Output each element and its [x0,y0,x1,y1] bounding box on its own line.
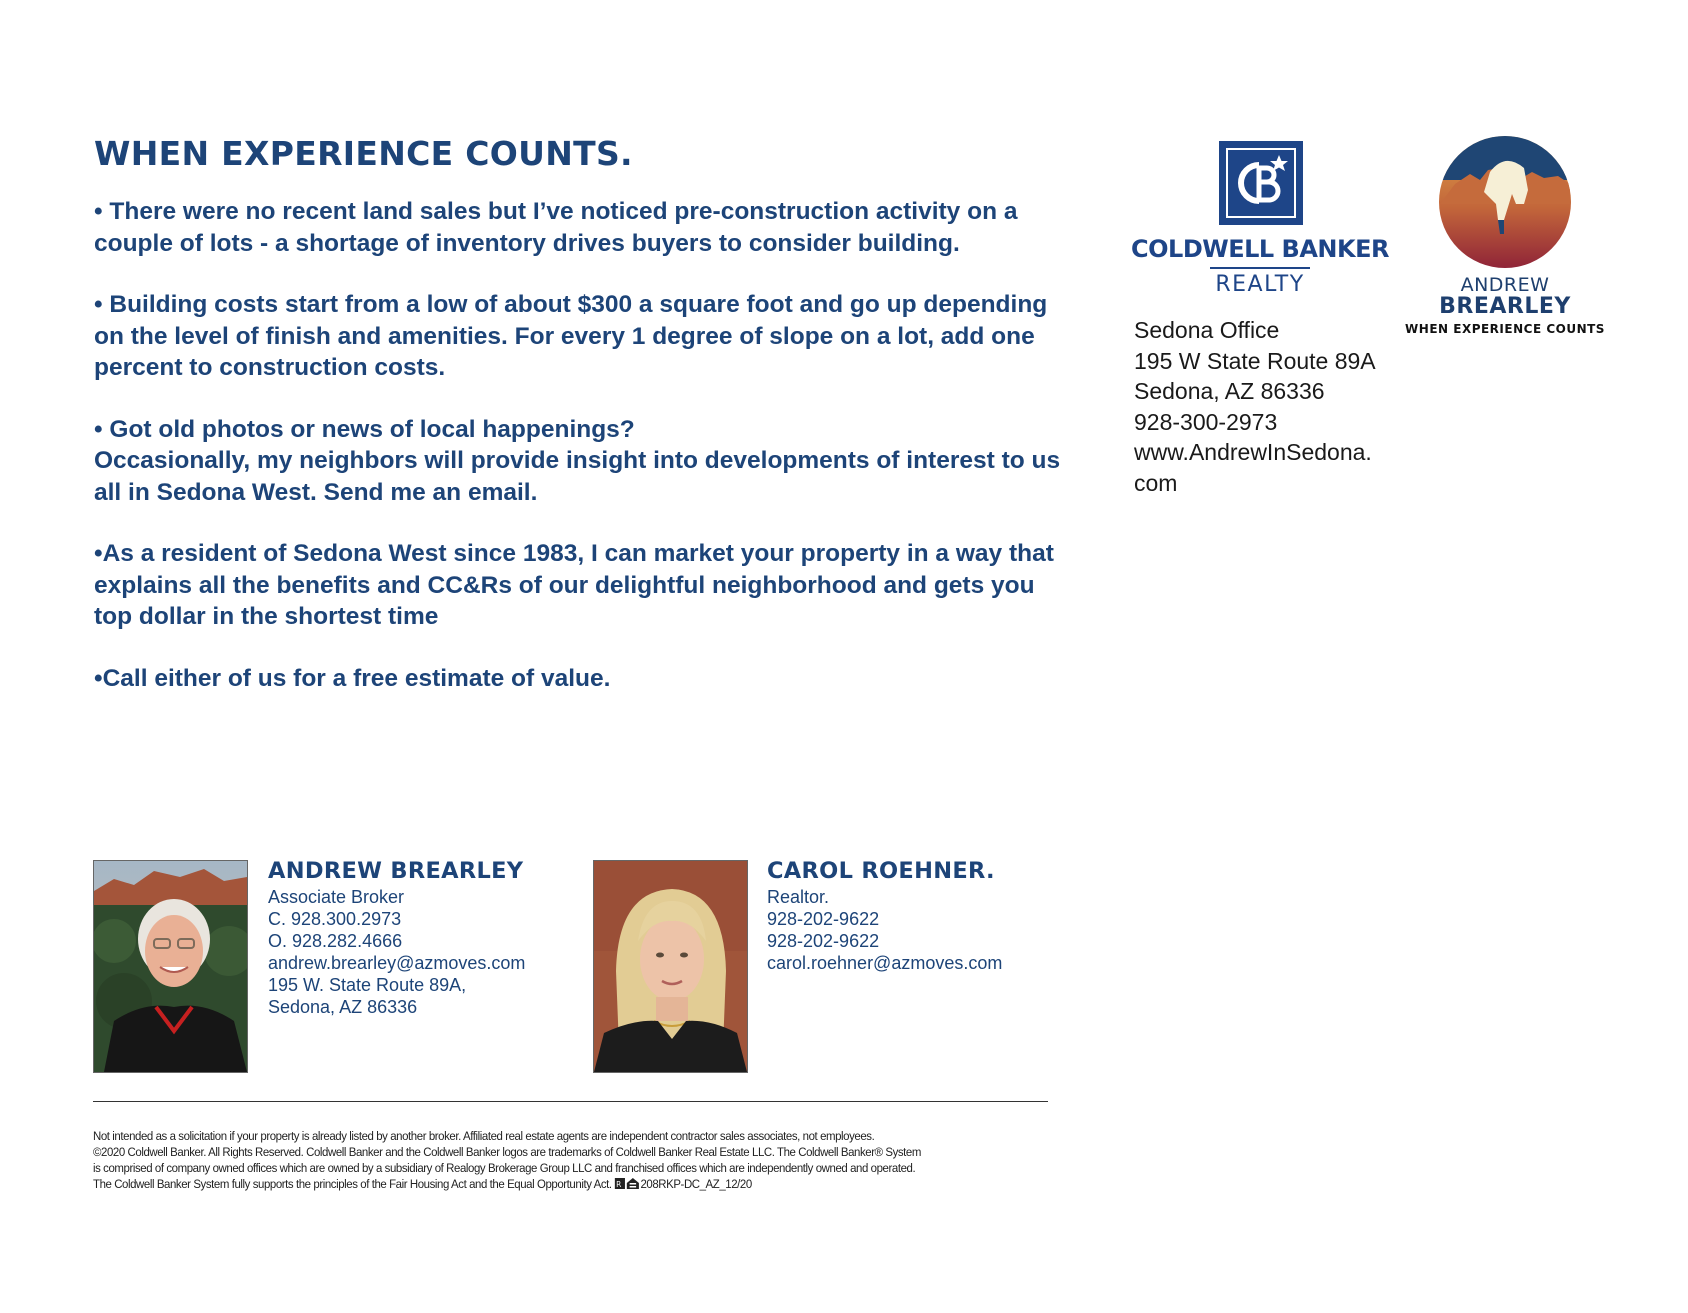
personal-brand-first-name: ANDREW [1460,274,1550,296]
agent-address-street: 195 W. State Route 89A, [268,975,467,995]
brand-divider [1210,267,1310,269]
agent-address-city: Sedona, AZ 86336 [268,997,418,1017]
bullet-building-costs [94,289,1084,384]
bullet-line: top dollar in the shortest time [94,603,439,630]
agent-cell-phone[interactable]: C. 928.300.2973 [268,909,402,929]
office-address-block [1134,315,1376,498]
andrew-brearley-photo [93,860,248,1073]
bullet-line: • Got old photos or news of local happenings? [94,415,635,443]
svg-text:R: R [615,1179,621,1189]
disclaimer-code: 208RKP-DC_AZ_12/20 [640,1177,752,1191]
legal-disclaimer [93,1128,921,1192]
bullet-line: • Building costs start from a low of about $300 a square foot and go up depending [94,291,1048,318]
disclaimer-line-last [93,1176,921,1192]
bullet-line: couple of lots - a shortage of inventory drives buyers to consider building. [94,229,960,257]
agent-office-phone[interactable]: O. 928.282.4666 [268,931,403,951]
agent-phone-2[interactable]: 928-202-9622 [767,931,880,951]
agent-title: Associate Broker [268,887,405,907]
agent-card-andrew [268,858,525,1018]
disclaimer-line: ©2020 Coldwell Banker. All Rights Reserved. Coldwell Banker and the Coldwell Banker logos are trademarks of Coldwell Banker Real Estate LLC. The Coldwell Banker® System [93,1145,921,1159]
disclaimer-line: The Coldwell Banker System fully supports the principles of the Fair Housing Act and the Equal Opportunity Act. [93,1177,612,1191]
bullet-line: on the level of finish and amenities. For every 1 degree of slope on a lot, add one [94,322,1035,350]
equal-housing-icon [614,1178,640,1189]
office-website-cont[interactable]: com [1134,469,1178,496]
page-headline: WHEN EXPERIENCE COUNTS. [94,134,633,173]
disclaimer-line: Not intended as a solicitation if your property is already listed by another broker. Affiliated real estate agents are independent contractor sales associates, not employees. [93,1129,875,1143]
agent-card-carol [767,858,1002,974]
bullet-line: Occasionally, my neighbors will provide insight into developments of interest to us [94,447,1061,474]
office-phone: 928-300-2973 [1134,408,1278,435]
agent-phone[interactable]: 928-202-9622 [767,909,880,929]
personal-brand-last-name: BREARLEY [1439,294,1571,319]
office-name: Sedona Office [1134,317,1280,343]
agent-email[interactable]: carol.roehner@azmoves.com [767,953,1003,973]
bullet-line: •As a resident of Sedona West since 1983, I can market your property in a way that [94,540,1054,567]
carol-roehner-photo [593,860,748,1073]
bullet-line: •Call either of us for a free estimate of value. [94,664,611,692]
sedona-rock-icon [1400,134,1610,270]
bullet-line: all in Sedona West. Send me an email. [94,478,538,506]
bullet-old-photos [94,414,1084,509]
bullet-call [94,663,1084,695]
bullet-land-sales [94,196,1084,259]
agent-title: Realtor. [767,887,830,907]
cb-monogram-icon [1219,141,1303,225]
brand-subtitle: REALTY [1215,272,1305,297]
agent-email[interactable]: andrew.brearley@azmoves.com [268,953,526,973]
bullet-resident [94,538,1084,633]
office-city: Sedona, AZ 86336 [1134,378,1325,404]
bullet-line: • There were no recent land sales but I’ve noticed pre-construction activity on a [94,198,1018,225]
disclaimer-line: is comprised of company owned offices which are owned by a subsidiary of Realogy Brokerage Group LLC and franchised offices which are independently owned and operated. [93,1161,916,1175]
agent-name: ANDREW BREARLEY [268,858,524,884]
footer-divider [93,1101,1048,1102]
office-website[interactable]: www.AndrewInSedona. [1134,439,1372,465]
personal-brand-tagline: WHEN EXPERIENCE COUNTS [1405,322,1605,336]
bullet-line: percent to construction costs. [94,354,446,381]
bullet-line: explains all the benefits and CC&Rs of our delightful neighborhood and gets you [94,571,1035,599]
agent-name: CAROL ROEHNER. [767,858,995,884]
office-street: 195 W State Route 89A [1134,347,1376,374]
coldwell-banker-logo [1128,141,1392,297]
andrew-brearley-logo [1400,134,1610,344]
bullet-list [94,196,1084,724]
brand-name: COLDWELL BANKER [1131,235,1389,263]
